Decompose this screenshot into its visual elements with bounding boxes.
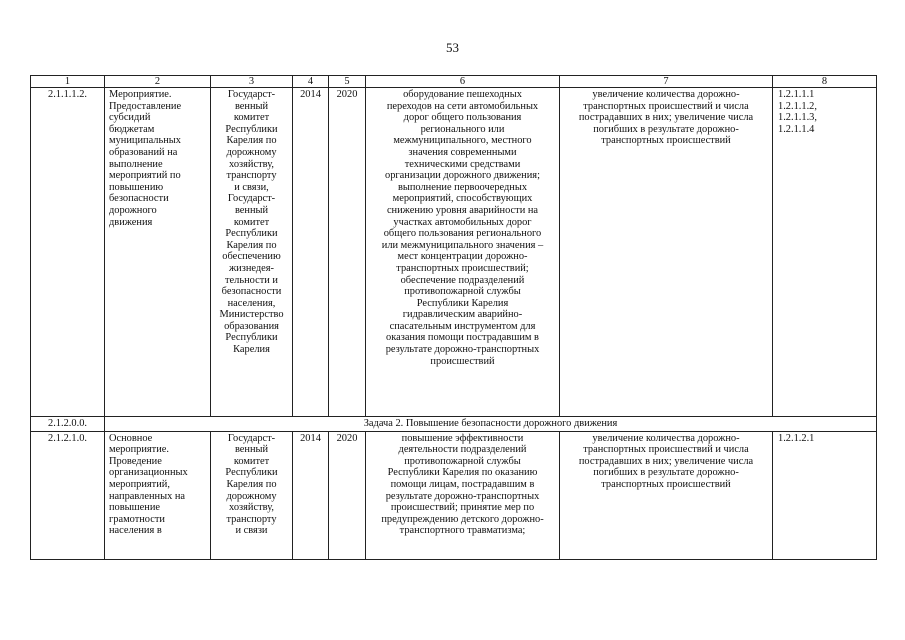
task-row (31, 417, 877, 432)
table-row (31, 88, 877, 417)
row-end-year: 2020 (329, 431, 366, 559)
row-start-year: 2014 (293, 431, 329, 559)
header-cell: 2 (105, 76, 211, 88)
row-result: оборудование пешеходных переходов на сети автомобильных дорог общего пользования регионального или межмуниципального, местного значения современными техническими средствами организации дорожного движения; выполнение первоочередных мероприятий, способствующих снижению уровня аварийности на участках автомобильных дорог общего пользования регионального или межмуниципального значения – мест концентрации дорожно- транспортных происшествий; обеспечение подразделений противопожарной службы Республики Карелия гидравлическим аварийно- спасательным инструментом для оказания помощи пострадавшим в результате дорожно-транспортных происшествий (366, 88, 560, 417)
header-cell: 1 (31, 76, 105, 88)
row-links: 1.2.1.2.1 (773, 431, 877, 559)
row-code: 2.1.2.1.0. (31, 431, 105, 559)
row-end-year: 2020 (329, 88, 366, 417)
table-header-row (31, 76, 877, 88)
row-result: повышение эффективности деятельности подразделений противопожарной службы Республики Карелия по оказанию помощи лицам, пострадавшим в результате дорожно-транспортных происшествий; принятие мер по предупреждению детского дорожно- транспортного травматизма; (366, 431, 560, 559)
row-executor: Государст- венный комитет Республики Карелия по дорожному хозяйству, транспорту и связи, Государст- венный комитет Республики Карелия по обеспечению жизнедея- тельности и безопасности населения, Министерство образования Республики Карелия (211, 88, 293, 417)
row-links: 1.2.1.1.1 1.2.1.1.2, 1.2.1.1.3, 1.2.1.1.4 (773, 88, 877, 417)
row-code: 2.1.1.1.2. (31, 88, 105, 417)
header-cell: 6 (366, 76, 560, 88)
row-start-year: 2014 (293, 88, 329, 417)
header-cell: 7 (560, 76, 773, 88)
row-executor: Государст- венный комитет Республики Карелия по дорожному хозяйству, транспорту и связи (211, 431, 293, 559)
table-row (31, 431, 877, 559)
header-cell: 3 (211, 76, 293, 88)
program-table (30, 75, 877, 560)
row-name: Основное мероприятие. Проведение организационных мероприятий, направленных на повышение грамотности населения в (105, 431, 211, 559)
row-indicator: увеличение количества дорожно- транспортных происшествий и числа пострадавших в них; увеличение числа погибших в результате дорожно- транспортных происшествий (560, 431, 773, 559)
task-code: 2.1.2.0.0. (31, 417, 105, 432)
row-name: Мероприятие. Предоставление субсидий бюджетам муниципальных образований на выполнение мероприятий по повышению безопасности дорожного движения (105, 88, 211, 417)
header-cell: 5 (329, 76, 366, 88)
row-indicator: увеличение количества дорожно- транспортных происшествий и числа пострадавших в них; увеличение числа погибших в результате дорожно- транспортных происшествий (560, 88, 773, 417)
header-cell: 4 (293, 76, 329, 88)
header-cell: 8 (773, 76, 877, 88)
page-number: 53 (446, 40, 459, 55)
task-title: Задача 2. Повышение безопасности дорожного движения (105, 417, 877, 432)
